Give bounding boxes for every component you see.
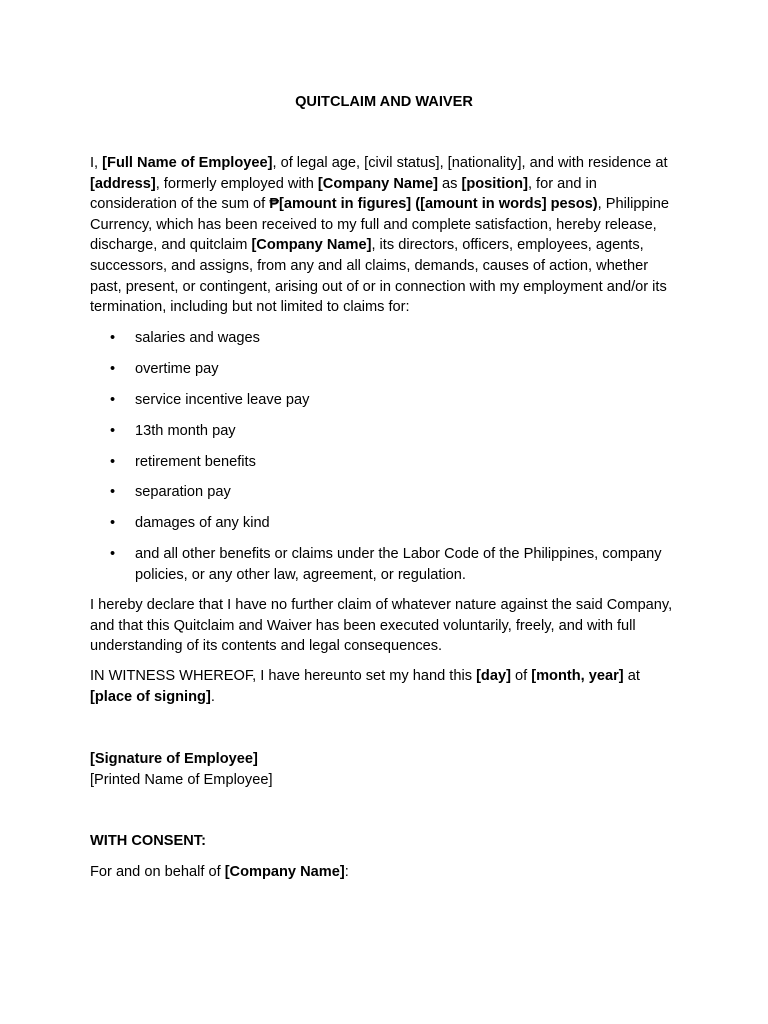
company-name-placeholder: [Company Name] [251, 237, 372, 254]
document-title: QUITCLAIM AND WAIVER [295, 94, 473, 110]
bullet-icon: • [110, 546, 116, 563]
list-item [90, 544, 680, 585]
list-item-text: service incentive leave pay [135, 391, 310, 408]
list-item [90, 328, 680, 349]
intro-paragraph [90, 153, 680, 318]
company-name-placeholder: [Company Name] [224, 864, 345, 880]
list-item [90, 390, 680, 411]
witness-text: at [623, 668, 640, 684]
bullet-icon: • [110, 484, 116, 501]
printed-name-line: [Printed Name of Employee] [90, 772, 273, 788]
witness-text: of [510, 668, 532, 684]
intro-text: , its directors, officers, employees, agents, successors, and assigns, from any and all claims, demands, causes of action, whether past, present, or contingent, arising out of or in connection with my employment and/or its termination, including but not limited to claims for: [90, 237, 667, 316]
list-item-text: overtime pay [135, 360, 219, 377]
behalf-text: : [344, 864, 349, 880]
declaration-paragraph: I hereby declare that I have no further claim of whatever nature against the said Company, and that this Quitclaim and Waiver has been executed voluntarily, freely, and with full understanding of its contents and legal consequences. [90, 597, 673, 655]
list-item [90, 513, 680, 534]
bullet-icon: • [110, 391, 116, 408]
claims-list [90, 328, 680, 596]
address-placeholder: [address] [90, 175, 156, 192]
behalf-text: For and on behalf of [90, 864, 225, 880]
witness-text: . [210, 688, 215, 705]
witness-paragraph [90, 666, 680, 707]
bullet-icon: • [110, 360, 116, 377]
bullet-icon: • [110, 515, 116, 532]
list-item-text: retirement benefits [135, 453, 256, 470]
place-placeholder: [place of signing] [90, 688, 211, 705]
bullet-icon: • [110, 330, 116, 346]
intro-text: , formerly employed with [155, 175, 318, 192]
list-item-text: salaries and wages [135, 330, 260, 346]
intro-text: , of legal age, [civil status], [nationality], and with residence at [272, 155, 668, 171]
intro-text: , for and in consideration of the sum of [90, 175, 597, 213]
behalf-line [90, 862, 680, 883]
amount-placeholder: ₱[amount in figures] ([amount in words] pesos) [269, 196, 598, 213]
list-item [90, 452, 680, 473]
witness-text: IN WITNESS WHEREOF, I have hereunto set my hand this [90, 668, 477, 684]
company-name-placeholder: [Company Name] [317, 175, 438, 192]
day-placeholder: [day] [476, 668, 511, 684]
bullet-icon: • [110, 453, 116, 470]
list-item [90, 482, 680, 503]
list-item [90, 359, 680, 380]
intro-text: as [437, 175, 462, 192]
position-placeholder: [position] [461, 175, 528, 192]
intro-text: I, [90, 155, 103, 171]
month-year-placeholder: [month, year] [531, 668, 624, 684]
list-item-text: separation pay [135, 484, 231, 501]
bullet-icon: • [110, 422, 116, 439]
employee-name-placeholder: [Full Name of Employee] [102, 155, 273, 171]
signature-line: [Signature of Employee] [90, 751, 258, 767]
list-item-text: 13th month pay [135, 422, 236, 439]
intro-text: , Philippine Currency, which has been received to my full and complete satisfaction, hereby release, discharge, and quitclaim [90, 196, 670, 254]
consent-heading: WITH CONSENT: [90, 833, 206, 849]
list-item-text: damages of any kind [135, 515, 270, 532]
list-item-text: and all other benefits or claims under the Labor Code of the Philippines, company policies, or any other law, agreement, or regulation. [135, 546, 662, 583]
list-item [90, 421, 680, 442]
